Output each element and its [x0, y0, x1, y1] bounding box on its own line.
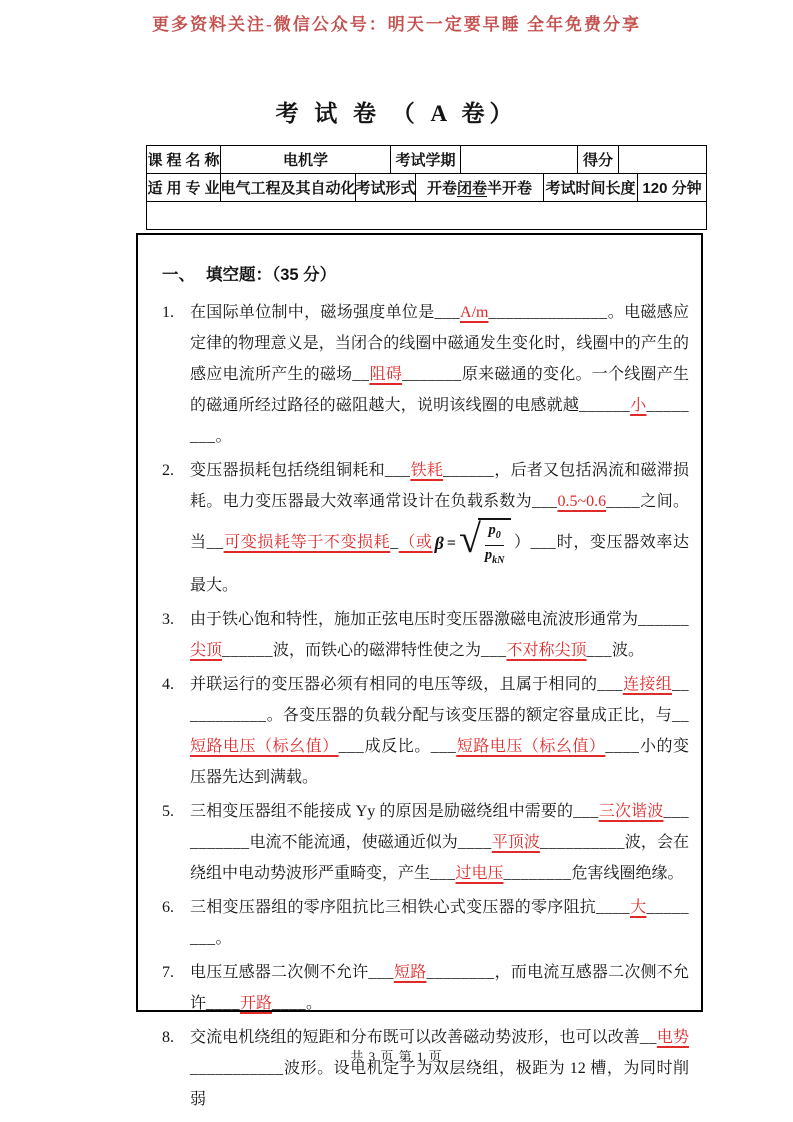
format-closed-book-selected: 闭卷 — [456, 180, 487, 197]
question-text: 并联运行的变压器必须有相同的电压等级，且属于相同的 — [190, 675, 598, 693]
semester-label: 考试学期 — [391, 146, 461, 173]
question-text: 成反比。 — [364, 737, 431, 755]
answer-text: 短路电压（标幺值） — [456, 737, 606, 755]
question-item — [162, 1022, 689, 1115]
blank-line: ___________ — [190, 675, 689, 724]
answer-text: 短路 — [393, 963, 427, 981]
blank-line: ___ — [597, 675, 623, 693]
blank-line: ________ — [426, 963, 495, 981]
blank-line: ___ — [430, 864, 456, 882]
question-body — [190, 669, 689, 793]
blank-line: ___ — [530, 534, 557, 552]
question-item — [162, 604, 689, 666]
question-text: 在国际单位制中，磁场强度单位是 — [190, 304, 435, 321]
fraction-numerator — [489, 521, 501, 545]
question-body — [190, 297, 689, 452]
beta-symbol: β — [434, 532, 444, 553]
blank-line: _ — [390, 534, 399, 552]
radical-sign: √ — [458, 516, 481, 561]
question-text: 波，会在绕组中电动势波形严重畸变，产生 — [190, 833, 689, 882]
blank-line: ________ — [190, 397, 689, 445]
question-text: 电压互感器二次侧不允许 — [190, 963, 369, 981]
blank-line: ____ — [596, 898, 630, 916]
question-item — [162, 297, 689, 452]
question-text: 由于铁心饱和特性，施加正弦电压时变压器激磁电流波形通常为 — [190, 610, 639, 628]
question-text: 变压器损耗包括绕组铜耗和 — [190, 462, 385, 479]
question-item — [162, 892, 689, 954]
question-text: 三相变压器组的零序阻抗比三相铁心式变压器的零序阻抗 — [190, 898, 596, 916]
major-value: 电气工程及其自动化 — [221, 174, 356, 201]
question-body — [190, 604, 689, 666]
blank-line: ___ — [434, 304, 461, 321]
blank-line: __________ — [539, 833, 625, 851]
page-title: 考 试 卷 （ A 卷） — [275, 101, 518, 126]
blank-line: ___ — [573, 802, 599, 820]
blank-line: ___ — [338, 737, 365, 755]
major-label: 适用专业 — [147, 174, 221, 201]
question-number: 7. — [162, 963, 174, 981]
formula-beta-sqrt — [435, 517, 512, 570]
question-number: 4. — [162, 675, 174, 693]
answer-text: 尖顶 — [190, 641, 223, 659]
question-item — [162, 669, 689, 793]
blank-line: ___ — [481, 641, 507, 659]
question-text: ，而电流互感器二次侧不允许 — [190, 963, 689, 1012]
answer-text: 铁耗 — [410, 462, 444, 479]
question-text: 交流电机绕组的短距和分布既可以改善磁动势波形，也可以改善 — [190, 1028, 640, 1046]
question-item — [162, 796, 689, 889]
answer-text: 开路 — [240, 994, 273, 1012]
answer-text: 阻碍 — [369, 366, 403, 383]
answer-text: 过电压 — [455, 864, 504, 882]
question-number: 3. — [162, 610, 174, 628]
blank-line: ____ — [457, 833, 492, 851]
question-number: 8. — [162, 1028, 174, 1046]
page-number-footer: 共 3 页 第 1 页 — [350, 1049, 443, 1064]
info-table-row-3 — [147, 202, 706, 229]
question-number: 6. — [162, 898, 174, 916]
question-text: ，后者又包括涡流和磁滞损耗。电力变压器最大效率通常设计在负载系数为 — [190, 462, 689, 510]
info-table-row-1 — [147, 146, 706, 174]
question-text: ） — [513, 534, 531, 552]
blank-line: ___ — [430, 737, 457, 755]
answer-text: 0.5~0.6 — [557, 493, 607, 510]
exam-format-label: 考试形式 — [356, 174, 416, 201]
question-text: 电流不能流通，使磁通近似为 — [249, 833, 458, 851]
blank-line: _______ — [402, 366, 462, 383]
question-text: 三相变压器组不能接成 Yy 的原因是励磁绕组中需要的 — [190, 802, 574, 820]
blank-line: ____ — [272, 994, 307, 1012]
promo-notice: 更多资料关注-微信公众号：明天一定要早睡 全年免费分享 — [152, 15, 641, 34]
blank-line: ________ — [503, 864, 572, 882]
question-text: 。电磁感应定律的物理意义是，当闭合的线圈中磁通发生变化时，线圈中的产生的感应电流所产生的磁场 — [190, 304, 689, 383]
blank-line: ___ — [586, 641, 613, 659]
denominator-base: p — [484, 546, 493, 563]
answer-text: A/m — [460, 304, 489, 321]
square-root — [459, 517, 511, 570]
question-number: 2. — [162, 462, 174, 479]
question-body — [190, 957, 689, 1019]
section-title: 填空题：（35 分） — [206, 266, 337, 284]
blank-line: ___ — [384, 462, 411, 479]
question-text: 危害线圈绝缘。 — [571, 864, 684, 882]
blank-line: __ — [352, 366, 370, 383]
answer-text: 大 — [630, 898, 647, 916]
blank-line: ______ — [579, 397, 631, 414]
blank-line: ______ — [638, 610, 690, 628]
question-text: 原来磁通的变化。一个线圈产生的磁通所经过路径的磁阻越大，说明该线圈的电感就越 — [190, 366, 689, 414]
blank-line: __ — [639, 1028, 657, 1046]
semester-value — [461, 146, 578, 173]
answer-text: 不对称尖顶 — [506, 641, 587, 659]
exam-info-table — [146, 145, 707, 230]
blank-line: ___ — [531, 493, 558, 510]
question-text: 波。 — [612, 641, 645, 659]
course-name-label: 课程名称 — [147, 146, 221, 173]
blank-line: ______ — [222, 641, 274, 659]
exam-format-value — [416, 174, 544, 201]
score-label: 得分 — [578, 146, 619, 173]
blank-line: ________ — [190, 898, 689, 947]
numerator-subscript: 0 — [495, 529, 501, 541]
answer-text: （或 — [398, 534, 433, 552]
equals-sign: = — [446, 534, 456, 552]
blank-line: ____ — [606, 493, 641, 510]
answer-text: 短路电压（标幺值） — [190, 737, 339, 755]
answer-text: 电势 — [656, 1028, 689, 1046]
blank-line: ______________ — [488, 304, 608, 321]
duration-value: 120 分钟 — [642, 180, 702, 197]
fraction — [478, 518, 511, 570]
denominator-subscript: kN — [492, 554, 505, 566]
question-text: 。各变压器的负载分配与该变压器的额定容量成正比，与 — [266, 706, 672, 724]
section-index: 一、 — [162, 266, 195, 284]
blank-line: ____ — [605, 737, 640, 755]
blank-line: ____ — [206, 994, 241, 1012]
question-text: 。 — [306, 994, 323, 1012]
question-text: 波形。设电机定子为双层绕组，极距为 12 槽，为同时削弱 — [190, 1059, 689, 1108]
question-body — [190, 796, 689, 889]
blank-line: __ — [206, 534, 224, 552]
section-heading — [162, 261, 689, 285]
question-item — [162, 957, 689, 1019]
question-body — [190, 455, 689, 601]
answer-text: 平顶波 — [491, 833, 540, 851]
question-number: 5. — [162, 802, 174, 820]
question-text: 小的变压器先达到满载。 — [190, 737, 689, 786]
question-text: 。 — [215, 929, 232, 947]
course-name-value: 电机学 — [221, 146, 391, 173]
fraction-denominator — [485, 545, 504, 570]
question-text: 。 — [215, 428, 232, 445]
format-open-book: 开卷 — [426, 180, 457, 197]
blank-line: ___ — [368, 963, 394, 981]
info-table-empty-cell — [147, 202, 706, 229]
question-text: 时，变压器效率达最大。 — [190, 534, 689, 594]
blank-line: __ — [672, 706, 689, 724]
question-item — [162, 455, 689, 601]
blank-line: ______ — [443, 462, 495, 479]
duration-label: 考试时间长度 — [544, 174, 638, 201]
question-body — [190, 892, 689, 954]
format-half-open-book: 半开卷 — [487, 180, 533, 197]
score-value — [619, 146, 706, 173]
questions-list — [162, 297, 689, 1115]
blank-line: ___________ — [190, 1059, 284, 1077]
question-body — [190, 1022, 689, 1115]
question-text: 之间。当 — [190, 493, 689, 552]
answer-text: 三次谐波 — [598, 802, 664, 820]
info-table-row-2 — [147, 174, 706, 202]
numerator-base: p — [488, 522, 496, 538]
question-number: 1. — [162, 304, 174, 321]
answer-text: 连接组 — [622, 675, 672, 693]
blank-line: __________ — [190, 802, 689, 851]
answer-text: 小 — [630, 397, 647, 414]
question-text: 波，而铁心的磁滞特性使之为 — [273, 641, 482, 659]
answer-text: 可变损耗等于不变损耗 — [223, 534, 391, 552]
